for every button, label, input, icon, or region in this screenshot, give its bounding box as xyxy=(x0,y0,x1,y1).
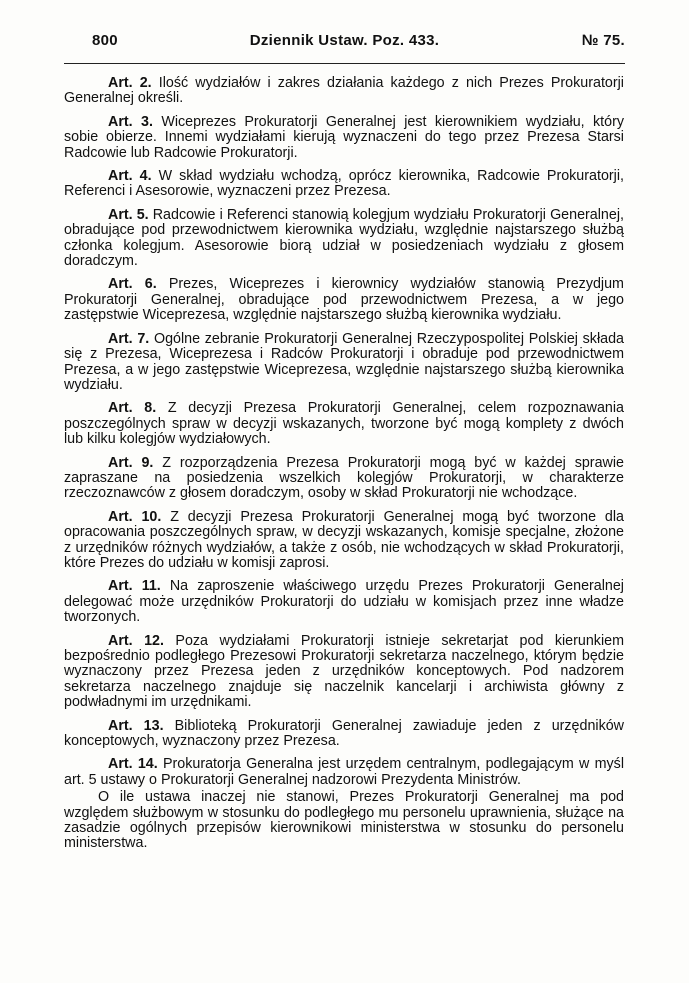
article-label: Art. 5. xyxy=(108,206,149,223)
article-label: Art. 4. xyxy=(108,168,152,185)
article-3 xyxy=(64,115,624,161)
article-5 xyxy=(64,208,624,270)
article-text: Poza wydziałami Prokuratorji istnieje sekretarjat pod kierunkiem bezpośrednio podległego Prezesowi Prokuratorji sekretarza naczelnego, którym będzie wyznaczony przez Prezesa jeden z urzędników konceptowych. Pod nadzorem sekretarza naczelnego znajduje się naczelnik kancelarji i archiwista główny z podwładnymi im urzędnikami. xyxy=(64,632,624,711)
article-text: Biblioteką Prokuratorji Generalnej zawiaduje jeden z urzędników konceptowych, wyznaczony przez Prezesa. xyxy=(64,717,625,750)
article-14-continuation: O ile ustawa inaczej nie stanowi, Prezes Prokuratorji Generalnej ma pod względem służbowym w stosunku do podległego mu personelu uprawnienia, służące na zasadzie ogólnych przepisów kierownikowi ministerstwa w stosunku do personelu ministerstwa. xyxy=(64,789,624,852)
article-text: W skład wydziału wchodzą, oprócz kierownika, Radcowie Prokuratorji, Referenci i Asesorowie, wyznaczeni przez Prezesa. xyxy=(64,168,624,200)
article-6 xyxy=(64,277,624,323)
article-text: Prokuratorja Generalna jest urzędem centralnym, podlegającym w myśl art. 5 ustawy o Prokuratorji Generalnej nadzorowi Prezydenta Ministrów. xyxy=(64,756,625,788)
page-number: 800 xyxy=(92,32,118,49)
running-title: Dziennik Ustaw. Poz. 433. xyxy=(249,32,440,49)
article-text: Ilość wydziałów i zakres działania każdego z nich Prezes Prokuratorji Generalnej określi. xyxy=(64,75,624,107)
header-rule xyxy=(64,63,625,64)
article-label: Art. 7. xyxy=(108,330,150,347)
article-13 xyxy=(64,719,624,750)
article-text: Prezes, Wiceprezes i kierownicy wydziałów stanowią Prezydjum Prokuratorji Generalnej, obradujące pod przewodnictwem Prezesa, a w jego zastępstwie Wiceprezesa, względnie najstarszego służbą kierownika wydziału. xyxy=(64,276,624,324)
article-label: Art. 11. xyxy=(108,578,161,595)
article-2 xyxy=(64,76,624,107)
article-text: Ogólne zebranie Prokuratorji Generalnej Rzeczypospolitej Polskiej składa się z Prezesa, Wiceprezesa i Radców Prokuratorji i obraduje pod przewodnictwem Prezesa, a w jego zastępstwie Wiceprezesa, względnie najstarszego służbą kierownika wydziału. xyxy=(64,330,624,393)
article-label: Art. 3. xyxy=(108,113,153,130)
article-4 xyxy=(64,169,624,200)
article-11 xyxy=(64,579,624,625)
article-10 xyxy=(64,510,624,572)
article-text: Z decyzji Prezesa Prokuratorji Generalnej mogą być tworzone dla opracowania poszczególnych spraw, w decyzji wskazanych, komisje specjalne, złożone z urzędników różnych wydziałów, a także z osób, nie wchodzących w skład Prokuratorji, które Prezes do udziału w komisji zaprosi. xyxy=(64,508,624,571)
article-label: Art. 13. xyxy=(108,717,164,734)
article-label: Art. 12. xyxy=(108,632,164,649)
article-text: Na zaproszenie właściwego urzędu Prezes Prokuratorji Generalnej delegować może urzędników Prokuratorji do udziału w komisjach przez inne władze tworzonych. xyxy=(64,578,624,626)
article-label: Art. 10. xyxy=(108,508,162,525)
issue-number: № 75. xyxy=(581,32,625,49)
article-text: Z decyzji Prezesa Prokuratorji Generalnej, celem rozpoznawania poszczególnych spraw w decyzji wskazanych, tworzone być mogą komplety z dwóch lub kilku kolegjów wydziałowych. xyxy=(64,400,624,448)
article-14 xyxy=(64,757,624,788)
article-9 xyxy=(64,456,624,502)
article-text: Radcowie i Referenci stanowią kolegjum wydziału Prokuratorji Generalnej, obradujące pod przewodnictwem kierownika wydziału, względnie najstarszego służbą członka kolegjum. Asesorowie biorą udział w posiedzeniach wydziału z głosem doradczym. xyxy=(64,206,624,270)
article-7 xyxy=(64,332,624,394)
article-label: Art. 8. xyxy=(108,400,157,417)
article-label: Art. 9. xyxy=(108,454,154,471)
article-label: Art. 2. xyxy=(108,75,152,91)
article-label: Art. 6. xyxy=(108,276,157,293)
document-body xyxy=(64,76,624,860)
page-header xyxy=(64,32,625,56)
article-12 xyxy=(64,634,624,711)
article-label: Art. 14. xyxy=(108,756,158,773)
article-text: Wiceprezes Prokuratorji Generalnej jest kierownikiem wydziału, który sobie obierze. Innemi wydziałami kierują wyznaczeni do tego przez Prezesa Starsi Radcowie lub Radcowie Prokuratorji. xyxy=(64,113,624,161)
article-8 xyxy=(64,401,624,447)
article-text: Z rozporządzenia Prezesa Prokuratorji mogą być w każdej sprawie zapraszane na posiedzenia wszelkich kolegjów Prokuratorji, w charakterze rzeczoznawców z głosem doradczym, osoby w skład Prokuratorji nie wchodzące. xyxy=(64,454,624,502)
